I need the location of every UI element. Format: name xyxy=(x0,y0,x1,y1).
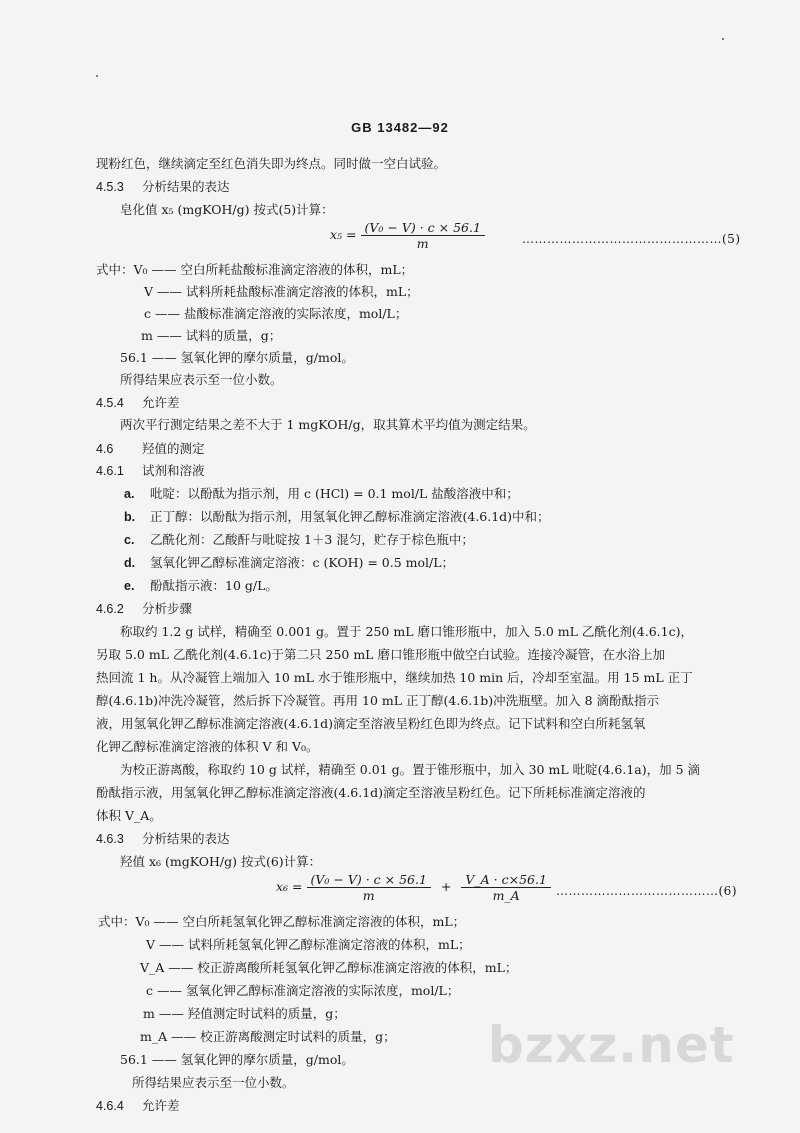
where-line: 56.1 —— 氢氧化钾的摩尔质量，g/mol。 xyxy=(120,350,354,365)
section-heading-4-5-3 xyxy=(96,179,230,195)
where-line: V —— 试料所耗氢氧化钾乙醇标准滴定溶液的体积，mL； xyxy=(146,937,471,952)
formula-fraction-2 xyxy=(461,872,551,903)
watermark: bzxz.net xyxy=(488,1016,735,1074)
fraction-denominator: m_A xyxy=(492,888,520,903)
paragraph-line: 另取 5.0 mL 乙酰化剂(4.6.1c)于第二只 250 mL 磨口锥形瓶中做空白试验。连接冷凝管，在水浴上加 xyxy=(96,647,665,662)
section-heading-4-5-4 xyxy=(96,395,180,411)
where-line: c —— 盐酸标准滴定溶液的实际浓度，mol/L； xyxy=(144,306,408,321)
list-item-label: c. xyxy=(124,533,135,547)
list-item-a xyxy=(124,486,519,502)
where-line: c —— 氢氧化钾乙醇标准滴定溶液的实际浓度，mol/L； xyxy=(146,983,460,998)
plus-sign: + xyxy=(440,879,452,894)
paragraph-line: 化钾乙醇标准滴定溶液的体积 V 和 V₀。 xyxy=(96,739,319,754)
where-line: V_A —— 校正游离酸所耗氢氧化钾乙醇标准滴定溶液的体积，mL； xyxy=(140,960,518,975)
list-item-text: 酚酞指示液：10 g/L。 xyxy=(150,578,278,593)
fraction-numerator: (V₀ − V) · c × 56.1 xyxy=(307,872,431,888)
formula-number: …………………………………………(5) xyxy=(522,232,741,246)
list-item-label: a. xyxy=(124,487,135,501)
list-item-label: e. xyxy=(124,579,135,593)
list-item-text: 氢氧化钾乙醇标准滴定溶液：c (KOH) = 0.5 mol/L； xyxy=(150,555,455,570)
section-heading-4-6-3 xyxy=(96,831,230,847)
section-number: 4.6.3 xyxy=(96,832,124,846)
section-number: 4.5.4 xyxy=(96,396,124,410)
section-number: 4.5.3 xyxy=(96,180,124,194)
where-line: V —— 试料所耗盐酸标准滴定溶液的体积，mL； xyxy=(144,284,419,299)
paragraph-line: 热回流 1 h。从冷凝管上端加入 10 mL 水于锥形瓶中，继续加热 10 min 后，冷却至室温。用 15 mL 正丁 xyxy=(96,670,693,685)
formula-6 xyxy=(276,872,551,903)
list-item-c xyxy=(124,532,474,548)
section-title: 试剂和溶液 xyxy=(142,464,205,478)
paragraph-line: 液，用氢氧化钾乙醇标准滴定溶液(4.6.1d)滴定至溶液呈粉红色即为终点。记下试料和空白所耗氢氧 xyxy=(96,716,646,731)
paragraph-line: 羟值 x₆ (mgKOH/g) 按式(6)计算： xyxy=(120,854,322,869)
formula-lhs: x₆ = xyxy=(276,879,303,894)
paragraph-line: 醇(4.6.1b)冲洗冷凝管，然后拆下冷凝管。再用 10 mL 正丁醇(4.6.1b)冲洗瓶壁。加入 8 滴酚酞指示 xyxy=(96,693,660,708)
where-line: m —— 羟值测定时试料的质量，g； xyxy=(143,1006,346,1021)
list-item-d xyxy=(124,555,454,571)
paragraph-line: 所得结果应表示至一位小数。 xyxy=(120,372,283,387)
formula-fraction-1 xyxy=(307,872,431,903)
list-item-text: 吡啶：以酚酞为指示剂，用 c (HCl) = 0.1 mol/L 盐酸溶液中和； xyxy=(150,486,519,501)
fraction-denominator: m xyxy=(362,888,375,903)
paragraph-line: 为校正游离酸，称取约 10 g 试样，精确至 0.01 g。置于锥形瓶中，加入 30 mL 吡啶(4.6.1a)，加 5 滴 xyxy=(120,762,701,777)
paragraph-line: 皂化值 x₅ (mgKOH/g) 按式(5)计算： xyxy=(120,202,334,217)
document-header: GB 13482—92 xyxy=(351,120,449,135)
section-title: 分析步骤 xyxy=(142,602,193,616)
list-item-label: d. xyxy=(124,556,136,570)
list-item-text: 正丁醇：以酚酞为指示剂，用氢氧化钾乙醇标准滴定溶液(4.6.1d)中和； xyxy=(150,509,550,524)
formula-number: …………………………………(6) xyxy=(556,884,737,898)
formula-lhs: x₅ = xyxy=(330,227,357,242)
fraction-denominator: m xyxy=(416,236,429,251)
paragraph-line: 现粉红色，继续滴定至红色消失即为终点。同时做一空白试验。 xyxy=(96,156,447,171)
section-heading-4-6-4 xyxy=(96,1098,180,1114)
where-line: 式中：V₀ —— 空白所耗盐酸标准滴定溶液的体积，mL； xyxy=(96,262,414,277)
paragraph-line: 酚酞指示液，用氢氧化钾乙醇标准滴定溶液(4.6.1d)滴定至溶液呈粉红色。记下所耗标准滴定溶液的 xyxy=(96,785,646,800)
formula-fraction xyxy=(361,220,485,251)
section-number: 4.6.4 xyxy=(96,1099,124,1113)
where-line: m —— 试料的质量，g； xyxy=(141,328,282,343)
section-heading-4-6-2 xyxy=(96,601,192,617)
paragraph-line: 所得结果应表示至一位小数。 xyxy=(132,1075,295,1090)
paragraph-line: 体积 V_A。 xyxy=(96,808,162,823)
fraction-numerator: (V₀ − V) · c × 56.1 xyxy=(361,220,485,236)
list-item-e xyxy=(124,578,278,594)
section-heading-4-6 xyxy=(96,441,205,457)
scan-speck xyxy=(96,75,98,77)
section-heading-4-6-1 xyxy=(96,463,205,479)
fraction-numerator: V_A · c×56.1 xyxy=(461,872,551,888)
section-title: 分析结果的表达 xyxy=(142,180,230,194)
section-title: 允许差 xyxy=(142,1099,180,1113)
paragraph-line: 两次平行测定结果之差不大于 1 mgKOH/g，取其算术平均值为测定结果。 xyxy=(120,417,536,432)
section-number: 4.6.2 xyxy=(96,602,124,616)
where-line: 56.1 —— 氢氧化钾的摩尔质量，g/mol。 xyxy=(120,1052,354,1067)
list-item-b xyxy=(124,509,550,525)
paragraph-line: 称取约 1.2 g 试样，精确至 0.001 g。置于 250 mL 磨口锥形瓶中，加入 5.0 mL 乙酰化剂(4.6.1c)， xyxy=(120,624,693,639)
list-item-text: 乙酰化剂：乙酸酐与吡啶按 1＋3 混匀，贮存于棕色瓶中； xyxy=(150,532,474,547)
formula-5 xyxy=(330,220,485,251)
section-title: 允许差 xyxy=(142,396,180,410)
section-title: 分析结果的表达 xyxy=(142,832,230,846)
where-line: 式中：V₀ —— 空白所耗氢氧化钾乙醇标准滴定溶液的体积，mL； xyxy=(98,914,466,929)
where-line: m_A —— 校正游离酸测定时试料的质量，g； xyxy=(140,1029,396,1044)
section-title: 羟值的测定 xyxy=(142,442,205,456)
section-number: 4.6.1 xyxy=(96,464,124,478)
list-item-label: b. xyxy=(124,510,136,524)
section-number: 4.6 xyxy=(96,442,114,456)
scan-speck xyxy=(722,38,724,40)
